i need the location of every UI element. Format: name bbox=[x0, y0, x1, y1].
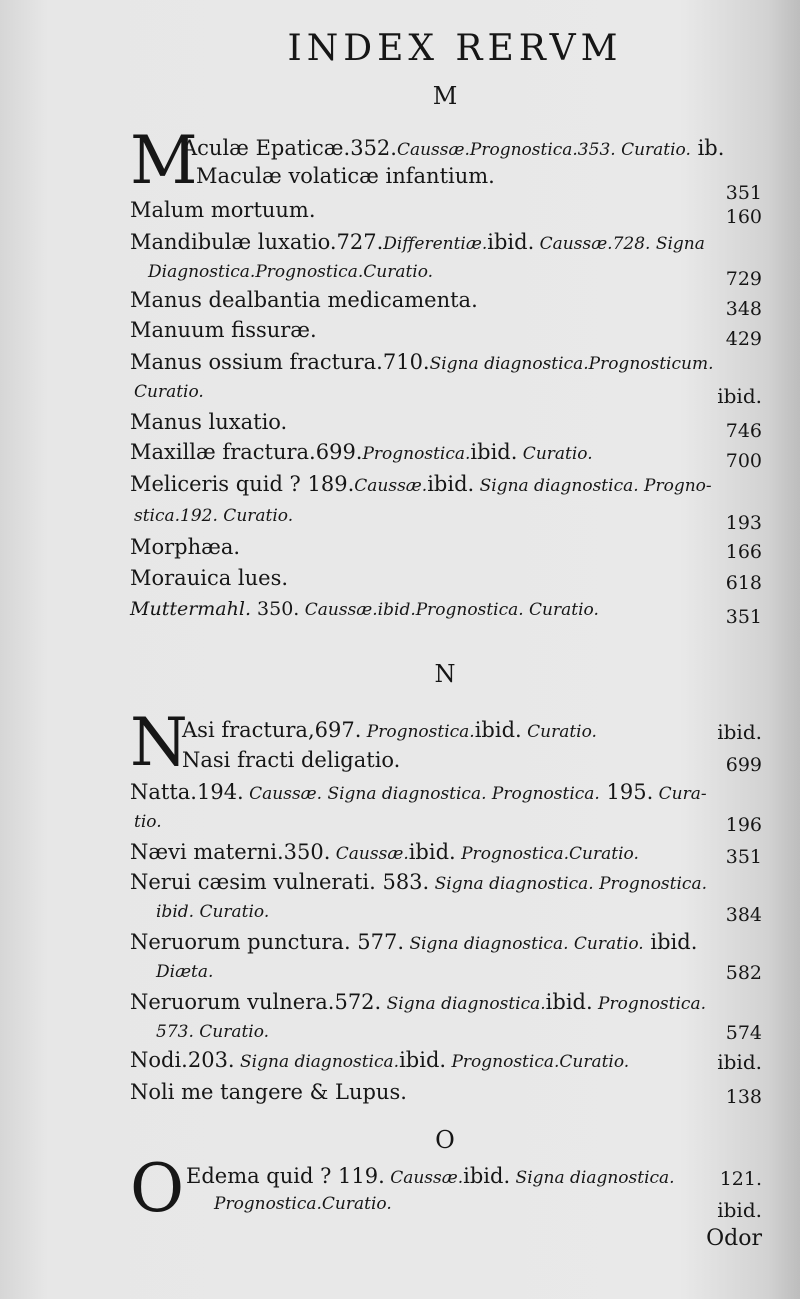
entry-text: Manuum fissuræ. bbox=[130, 318, 317, 342]
entry-italic: Prognostica. bbox=[362, 444, 471, 464]
entry-continuation: 573. Curatio. bbox=[156, 1022, 270, 1042]
entry-page: 193 bbox=[725, 512, 762, 534]
entry-italic: Signa diagnostica. Prognostica. bbox=[429, 874, 707, 894]
entry-page: 729 bbox=[725, 268, 762, 290]
section-letter-n: N bbox=[434, 660, 456, 688]
catchword: Odor bbox=[706, 1226, 762, 1251]
entry-page: ibid. bbox=[717, 1050, 762, 1074]
dropcap-o: O bbox=[130, 1150, 185, 1227]
entry-italic: Caussæ. bbox=[330, 844, 409, 864]
entry-italic: Signa diagnostica. bbox=[381, 994, 546, 1014]
entry-text: Edema quid ? 119. bbox=[186, 1164, 385, 1188]
entry-page: 160 bbox=[725, 206, 762, 228]
entry-italic: Differentiæ. bbox=[383, 234, 488, 254]
entry-text-rest: 195. bbox=[599, 780, 654, 804]
entry-text: Nodi.203. bbox=[130, 1048, 235, 1072]
dropcap-m: M bbox=[130, 122, 198, 199]
entry-italic: Caussæ.728. Signa bbox=[534, 234, 705, 254]
entry-text: Noli me tangere & Lupus. bbox=[130, 1080, 407, 1104]
entry-page: 699 bbox=[725, 754, 762, 776]
entry-page: 746 bbox=[725, 420, 762, 442]
entry-page: 196 bbox=[725, 814, 762, 836]
section-letter-o: O bbox=[435, 1126, 455, 1154]
entry-page: 351 bbox=[725, 846, 762, 868]
entry-text-rest: ibid. bbox=[545, 990, 593, 1014]
entry-italic: Caussæ. Signa diagnostica. Prognostica. bbox=[243, 784, 600, 804]
entry-page: ibid. bbox=[717, 1198, 762, 1222]
entry-continuation: Diagnostica.Prognostica.Curatio. bbox=[148, 262, 434, 282]
entry-continuation: Diæta. bbox=[156, 962, 214, 982]
entry-continuation: ibid. Curatio. bbox=[156, 902, 270, 922]
entry-page: 582 bbox=[725, 962, 762, 984]
entry-text: Natta.194. bbox=[130, 780, 244, 804]
entry-text-rest: ibid. bbox=[408, 840, 456, 864]
entry-text-rest: ibid. bbox=[470, 440, 518, 464]
entry-italic: Signa diagnostica. Curatio. bbox=[404, 934, 644, 954]
entry-text: Malum mortuum. bbox=[130, 198, 316, 222]
entry-text: Morauica lues. bbox=[130, 566, 289, 590]
entry-text: Nasi fracti deligatio. bbox=[182, 748, 401, 772]
entry-italic: Caussæ. bbox=[384, 1168, 464, 1188]
entry-text: Aculæ Epaticæ.352. bbox=[182, 136, 397, 160]
entry-page: 166 bbox=[725, 541, 762, 563]
entry-text: Nerui cæsim vulnerati. 583. bbox=[130, 870, 430, 894]
entry-page: 138 bbox=[725, 1086, 762, 1108]
entry-italic: Prognostica.Curatio. bbox=[455, 844, 639, 864]
entry-text: Asi fractura,697. bbox=[182, 718, 362, 742]
entry-text-rest: ibid. bbox=[643, 930, 698, 954]
entry-text-rest: ibid. bbox=[427, 472, 475, 496]
entry-italic: Curatio. bbox=[521, 722, 597, 742]
entry-text-rest: ibid. bbox=[487, 230, 535, 254]
entry-page: 574 bbox=[725, 1022, 762, 1044]
section-letter-m: M bbox=[432, 82, 458, 110]
entry-page: 351 bbox=[725, 182, 762, 204]
entry-text-rest: ibid. bbox=[399, 1048, 447, 1072]
entry-continuation: tio. bbox=[134, 812, 162, 832]
entry-italic: Prognostica. bbox=[592, 994, 706, 1014]
entry-italic: Caussæ. bbox=[354, 476, 428, 496]
entry-page: 429 bbox=[725, 328, 762, 350]
dropcap-n: N bbox=[130, 704, 188, 781]
entry-text: Meliceris quid ? 189. bbox=[130, 472, 355, 496]
entry-italic: Prognostica.Curatio. bbox=[446, 1052, 630, 1072]
entry-page: ibid. bbox=[717, 384, 762, 408]
entry-italic: Signa diagnostica. bbox=[234, 1052, 400, 1072]
entry-continuation: Prognostica.Curatio. bbox=[214, 1194, 392, 1214]
entry-text: Manus dealbantia medicamenta. bbox=[130, 288, 478, 312]
entry-italic: Signa diagnostica.Prognosticum. bbox=[429, 354, 714, 374]
entry-italic: Muttermahl. bbox=[130, 598, 251, 620]
entry-page: 121. bbox=[719, 1168, 762, 1190]
entry-text-rest: ibid. bbox=[463, 1164, 511, 1188]
entry-text: Manus luxatio. bbox=[130, 410, 288, 434]
entry-page: 351 bbox=[725, 606, 762, 628]
entry-text: Manus ossium fractura.710. bbox=[130, 350, 430, 374]
entry-italic: Signa diagnostica. Progno- bbox=[474, 476, 712, 496]
entry-italic: Caussæ.ibid.Prognostica. Curatio. bbox=[299, 600, 599, 620]
entry-italic: Signa diagnostica. bbox=[510, 1168, 675, 1188]
entry-text: Morphæa. bbox=[130, 535, 241, 559]
entry-text: Neruorum punctura. 577. bbox=[130, 930, 405, 954]
entry-text: Mandibulæ luxatio.727. bbox=[130, 230, 384, 254]
entry-text: Maxillæ fractura.699. bbox=[130, 440, 363, 464]
entry-continuation: Curatio. bbox=[134, 382, 204, 402]
running-head: INDEX RERVM bbox=[287, 28, 623, 69]
entry-italic: Cura- bbox=[653, 784, 707, 804]
entry-page: 618 bbox=[725, 572, 762, 594]
entry-page-inline: ib. bbox=[690, 136, 725, 160]
entry-italic: Prognostica. bbox=[361, 722, 475, 742]
entry-page: 700 bbox=[725, 450, 762, 472]
entry-italic: Caussæ.Prognostica.353. Curatio. bbox=[396, 140, 691, 160]
entry-text-rest: 350. bbox=[251, 598, 300, 620]
entry-continuation: stica.192. Curatio. bbox=[134, 506, 294, 526]
entry-text: Nævi materni.350. bbox=[130, 840, 331, 864]
entry-italic: Curatio. bbox=[517, 444, 593, 464]
entry-page: ibid. bbox=[717, 720, 762, 744]
entry-text: Neruorum vulnera.572. bbox=[130, 990, 382, 1014]
entry-page: 384 bbox=[725, 904, 762, 926]
entry-text: Maculæ volaticæ infantium. bbox=[196, 164, 495, 188]
entry-text-rest: ibid. bbox=[474, 718, 522, 742]
entry-page: 348 bbox=[725, 298, 762, 320]
